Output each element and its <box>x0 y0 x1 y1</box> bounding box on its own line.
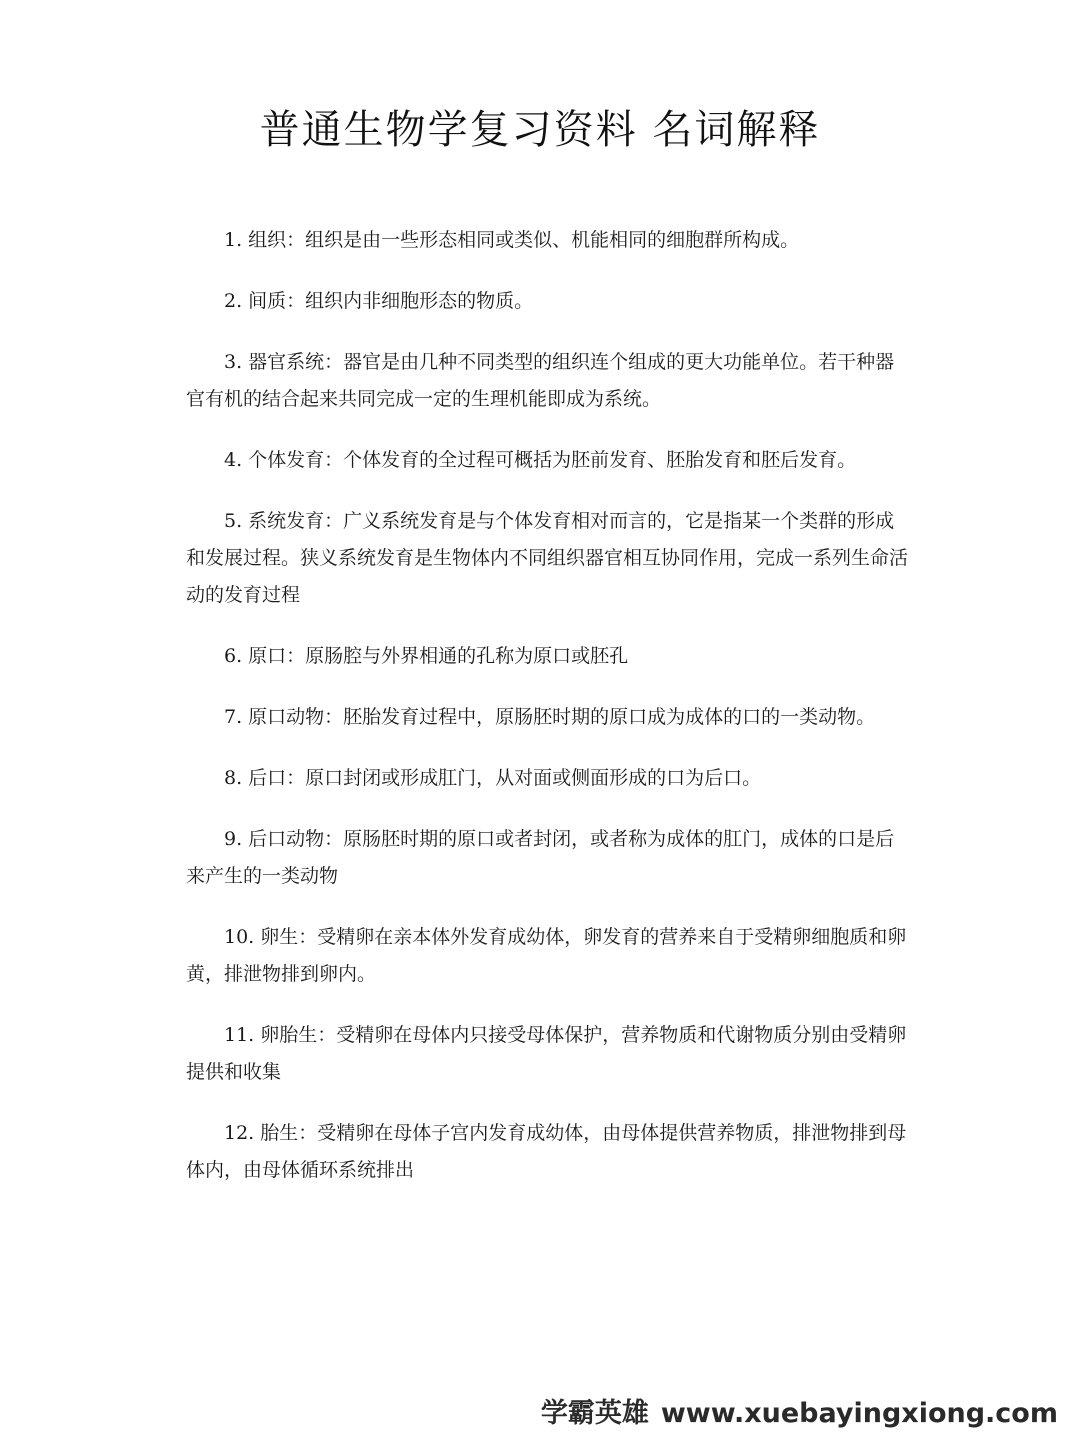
glossary-entry: 3. 器官系统：器官是由几种不同类型的组织连个组成的更大功能单位。若干种器官有机的结合起来共同完成一定的生理机能即成为系统。 <box>186 351 895 410</box>
footer-url: www.xuebayingxiong.com <box>660 1398 1058 1429</box>
glossary-entry: 5. 系统发育：广义系统发育是与个体发育相对而言的，它是指某一个类群的形成和发展过程。狭义系统发育是生物体内不同组织器官相互协同作用，完成一系列生命活动的发育过程 <box>186 510 909 606</box>
footer-watermark <box>541 1394 1058 1434</box>
footer-site-name: 学霸英雄 <box>540 1398 649 1429</box>
glossary-entry: 10. 卵生：受精卵在亲本体外发育成幼体，卵发育的营养来自于受精卵细胞质和卵黄，排泄物排到卵内。 <box>186 926 907 985</box>
page-title: 普通生物学复习资料 名词解释 <box>259 107 821 153</box>
glossary-entry: 6. 原口：原肠腔与外界相通的孔称为原口或胚孔 <box>224 645 629 667</box>
glossary-entry: 8. 后口：原口封闭或形成肛门，从对面或侧面形成的口为后口。 <box>224 767 762 789</box>
glossary-entry: 9. 后口动物：原肠胚时期的原口或者封闭，或者称为成体的肛门，成体的口是后来产生的一类动物 <box>186 828 895 887</box>
glossary-entry: 2. 间质：组织内非细胞形态的物质。 <box>224 290 534 312</box>
glossary-list <box>186 222 908 1213</box>
glossary-entry: 1. 组织：组织是由一些形态相同或类似、机能相同的细胞群所构成。 <box>224 229 800 251</box>
glossary-entry: 11. 卵胎生：受精卵在母体内只接受母体保护，营养物质和代谢物质分别由受精卵提供和收集 <box>186 1024 907 1083</box>
glossary-entry: 12. 胎生：受精卵在母体子宫内发育成幼体，由母体提供营养物质，排泄物排到母体内，由母体循环系统排出 <box>186 1122 907 1181</box>
glossary-entry: 4. 个体发育：个体发育的全过程可概括为胚前发育、胚胎发育和胚后发育。 <box>224 449 857 471</box>
glossary-entry: 7. 原口动物：胚胎发育过程中，原肠胚时期的原口成为成体的口的一类动物。 <box>224 706 876 728</box>
